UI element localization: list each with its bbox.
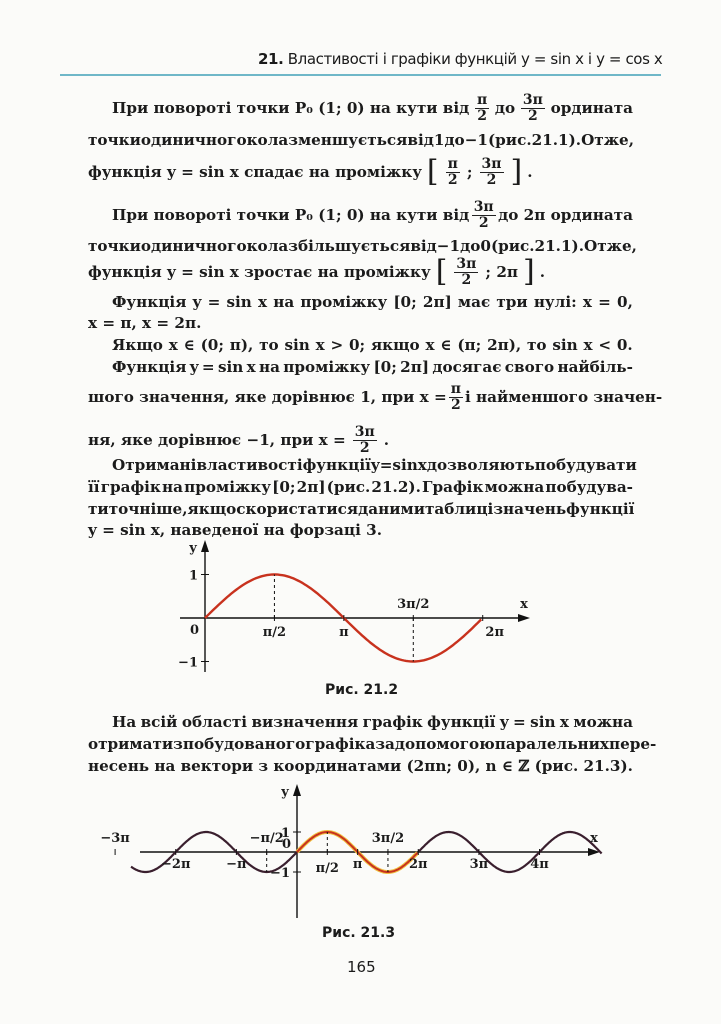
denominator: 2 [486, 171, 497, 188]
text-segment: шого значення, яке дорівнює 1, при x = [88, 388, 447, 406]
y-tick-label: −1 [270, 866, 290, 881]
y-axis-arrow-icon [201, 540, 209, 552]
word: x [425, 336, 435, 354]
word: дозволяють [426, 456, 535, 474]
text-segment: ; [466, 163, 473, 181]
numerator: 3π [354, 423, 375, 440]
page-number: 165 [347, 958, 376, 976]
word: sin [552, 336, 578, 354]
word: (π; [457, 336, 482, 354]
word: то [527, 336, 547, 354]
word: проміжку [184, 478, 271, 496]
y-tick-label: 1 [188, 568, 198, 584]
word: одиничного [140, 237, 247, 255]
word: допомогою [394, 735, 495, 753]
word: (рис. [488, 131, 532, 149]
word: на [259, 358, 280, 376]
x-tick-label: 3π [469, 857, 489, 872]
word: вектори [180, 757, 254, 775]
word: (рис. [534, 757, 579, 775]
word: таблиці [424, 500, 494, 518]
numerator: π [447, 155, 458, 172]
word: графік [362, 713, 423, 731]
word: визначення [251, 713, 359, 731]
word: 21.2). [371, 478, 421, 496]
denominator: 2 [450, 396, 461, 413]
word: побудувати [534, 456, 637, 474]
word: всій [140, 713, 178, 731]
word: Функція [112, 358, 187, 376]
word: на [273, 293, 295, 311]
word: 2π] [400, 358, 430, 376]
word: y [370, 456, 380, 474]
text-segment: ордината [550, 99, 633, 117]
text-segment: ; 2π [485, 263, 518, 281]
word: то [259, 336, 279, 354]
x-tick-label: −2π [161, 857, 191, 872]
x-tick-label: π [339, 625, 349, 640]
word: ∈ [501, 757, 514, 775]
word: Отже, [584, 237, 637, 255]
text-segment: функція y = sin x зростає на проміжку [88, 263, 431, 281]
word: від [410, 237, 437, 255]
bracket: ] [510, 154, 523, 189]
word: ℤ [518, 757, 530, 775]
word: паралельних [494, 735, 609, 753]
word: точки [88, 237, 141, 255]
figure-caption: Рис. 21.3 [322, 925, 396, 941]
word: з [258, 757, 269, 775]
word: графік [100, 478, 161, 496]
word: sin [392, 456, 418, 474]
x-tick-label: −π [226, 857, 247, 872]
word: y [189, 358, 199, 376]
word: sin [530, 713, 556, 731]
word: sin [226, 293, 252, 311]
word: нулі: [533, 293, 577, 311]
word: пере- [608, 735, 657, 753]
numerator: 3π [473, 198, 494, 215]
y-axis-label: y [189, 541, 197, 556]
word: x [559, 713, 569, 731]
word: = [201, 358, 215, 376]
text-segment: . [539, 263, 546, 281]
numerator: π [476, 91, 488, 108]
word: до [444, 131, 465, 149]
word: ∈ [183, 336, 195, 354]
word: області [181, 713, 248, 731]
y-tick-label: 1 [280, 826, 290, 841]
word: кола [246, 131, 289, 149]
word: за [375, 735, 395, 753]
text-segment: При повороті точки P₀ (1; 0) на кути від [112, 206, 470, 224]
word: кола [246, 237, 289, 255]
word: y [499, 713, 509, 731]
word: одиничного [140, 131, 247, 149]
numerator: 3π [522, 91, 543, 108]
word: даними [358, 500, 425, 518]
word: > [330, 336, 344, 354]
word: 0; [348, 336, 366, 354]
word: 0. [616, 336, 633, 354]
section-number: 21. [258, 50, 284, 68]
x-tick-label: −π/2 [249, 831, 284, 846]
word: = [598, 293, 611, 311]
word: можна [484, 478, 545, 496]
y-axis-arrow-icon [293, 784, 301, 796]
x-axis-label: x [520, 597, 528, 612]
word: несень [88, 757, 150, 775]
x-tick-label: −3π [100, 831, 130, 846]
word: властивості [196, 456, 303, 474]
y-tick-label: −1 [178, 655, 198, 671]
word: x [246, 358, 256, 376]
text-segment: . [383, 431, 389, 449]
word: якщо [187, 500, 237, 518]
word: ти [88, 500, 109, 518]
word: від [407, 131, 434, 149]
word: отримати [88, 735, 174, 753]
word: побудованого [182, 735, 306, 753]
word: функції [302, 456, 371, 474]
text-segment: x = π, x = 2π. [88, 314, 202, 332]
word: x [582, 293, 592, 311]
text-segment: функція y = sin x спадає на проміжку [88, 163, 422, 181]
word: [0; [373, 358, 397, 376]
word: (2πn; [406, 757, 453, 775]
text-segment: ня, яке дорівнює −1, при x = [88, 431, 346, 449]
word: зменшується [288, 131, 408, 149]
word: побудува- [545, 478, 633, 496]
denominator: 2 [461, 271, 472, 288]
word: (рис. [490, 237, 535, 255]
x-tick-label: π [352, 857, 363, 872]
word: графіка [305, 735, 376, 753]
word: найбіль- [557, 358, 633, 376]
denominator: 2 [528, 107, 538, 124]
word: Функція [112, 293, 187, 311]
word: проміжку [300, 293, 388, 311]
text-segment: до 2π ордината [498, 206, 633, 224]
word: точніше, [108, 500, 188, 518]
word: [0; [272, 478, 296, 496]
word: 0 [480, 237, 491, 255]
bracket: [ [426, 154, 439, 189]
numerator: 3π [481, 155, 502, 172]
figure-caption: Рис. 21.2 [325, 682, 399, 698]
word: x [315, 336, 325, 354]
text-segment: до [494, 99, 516, 117]
word: на [154, 757, 176, 775]
word: sin [217, 358, 244, 376]
word: y [192, 293, 202, 311]
word: x [583, 336, 593, 354]
word: 1 [433, 131, 445, 149]
word: 0), [457, 757, 481, 775]
word: x [168, 336, 178, 354]
word: n [485, 757, 497, 775]
word: π), [229, 336, 254, 354]
x-axis-arrow-icon [518, 614, 530, 622]
word: 2π), [487, 336, 522, 354]
word: якщо [370, 336, 420, 354]
x-tick-label: 4π [530, 857, 549, 872]
x-tick-label: 2π [408, 857, 428, 872]
word: Отримані [112, 456, 197, 474]
word: x [258, 293, 268, 311]
word: 21.1). [534, 237, 585, 255]
word: її [88, 478, 100, 496]
word: значень [493, 500, 567, 518]
word: −1 [436, 237, 461, 255]
x-tick-label: π/2 [315, 861, 339, 876]
denominator: 2 [477, 107, 487, 124]
denominator: 2 [359, 439, 370, 456]
text-segment: При повороті точки P₀ (1; 0) на кути від [112, 99, 470, 117]
word: проміжку [283, 358, 371, 376]
word: можна [573, 713, 633, 731]
word: −1 [464, 131, 488, 149]
word: скористатися [236, 500, 359, 518]
denominator: 2 [447, 171, 458, 188]
x-tick-label: 3π/2 [397, 597, 430, 612]
x-tick-label: 3π/2 [371, 831, 405, 846]
word: Якщо [112, 336, 163, 354]
word: функції [427, 713, 496, 731]
bracket: [ [435, 254, 448, 289]
section-title: Властивості і графіки функцій y = sin x і y = cos x [287, 50, 663, 68]
word: 0, [617, 293, 633, 311]
word: = [207, 293, 221, 311]
word: (0; [200, 336, 224, 354]
word: (рис. [326, 478, 371, 496]
word: = [513, 713, 526, 731]
word: 2π] [296, 478, 326, 496]
numerator: π [450, 380, 461, 397]
word: до [460, 237, 481, 255]
word: з [173, 735, 183, 753]
bracket: ] [523, 254, 535, 289]
word: На [112, 713, 137, 731]
numerator: 3π [456, 255, 477, 272]
word: досягає [432, 358, 502, 376]
word: [0; [393, 293, 417, 311]
word: 21.3). [583, 757, 633, 775]
y-axis-label: y [281, 785, 289, 800]
word: свого [504, 358, 555, 376]
word: ∈ [440, 336, 452, 354]
word: точки [88, 131, 141, 149]
text-segment: . [527, 163, 533, 181]
word: 21.1). [531, 131, 582, 149]
text-segment: і найменшого значен- [464, 388, 663, 406]
origin-label: 0 [189, 623, 199, 638]
word: Отже, [581, 131, 635, 149]
word: три [496, 293, 528, 311]
word: має [457, 293, 491, 311]
word: = [379, 456, 393, 474]
word: на [162, 478, 183, 496]
x-tick-label: π/2 [262, 625, 287, 640]
word: < [598, 336, 612, 354]
origin-label: 0 [281, 837, 291, 852]
word: збільшується [288, 237, 411, 255]
denominator: 2 [478, 214, 489, 231]
word: функції [566, 500, 635, 518]
text-segment: y = sin x, наведеної на форзаці 3. [88, 521, 383, 539]
word: Графік [422, 478, 484, 496]
word: 2π] [422, 293, 452, 311]
word: координатами [273, 757, 402, 775]
word: x [417, 456, 427, 474]
word: sin [284, 336, 310, 354]
x-tick-label: 2π [485, 625, 504, 640]
x-axis-label: x [590, 831, 598, 846]
